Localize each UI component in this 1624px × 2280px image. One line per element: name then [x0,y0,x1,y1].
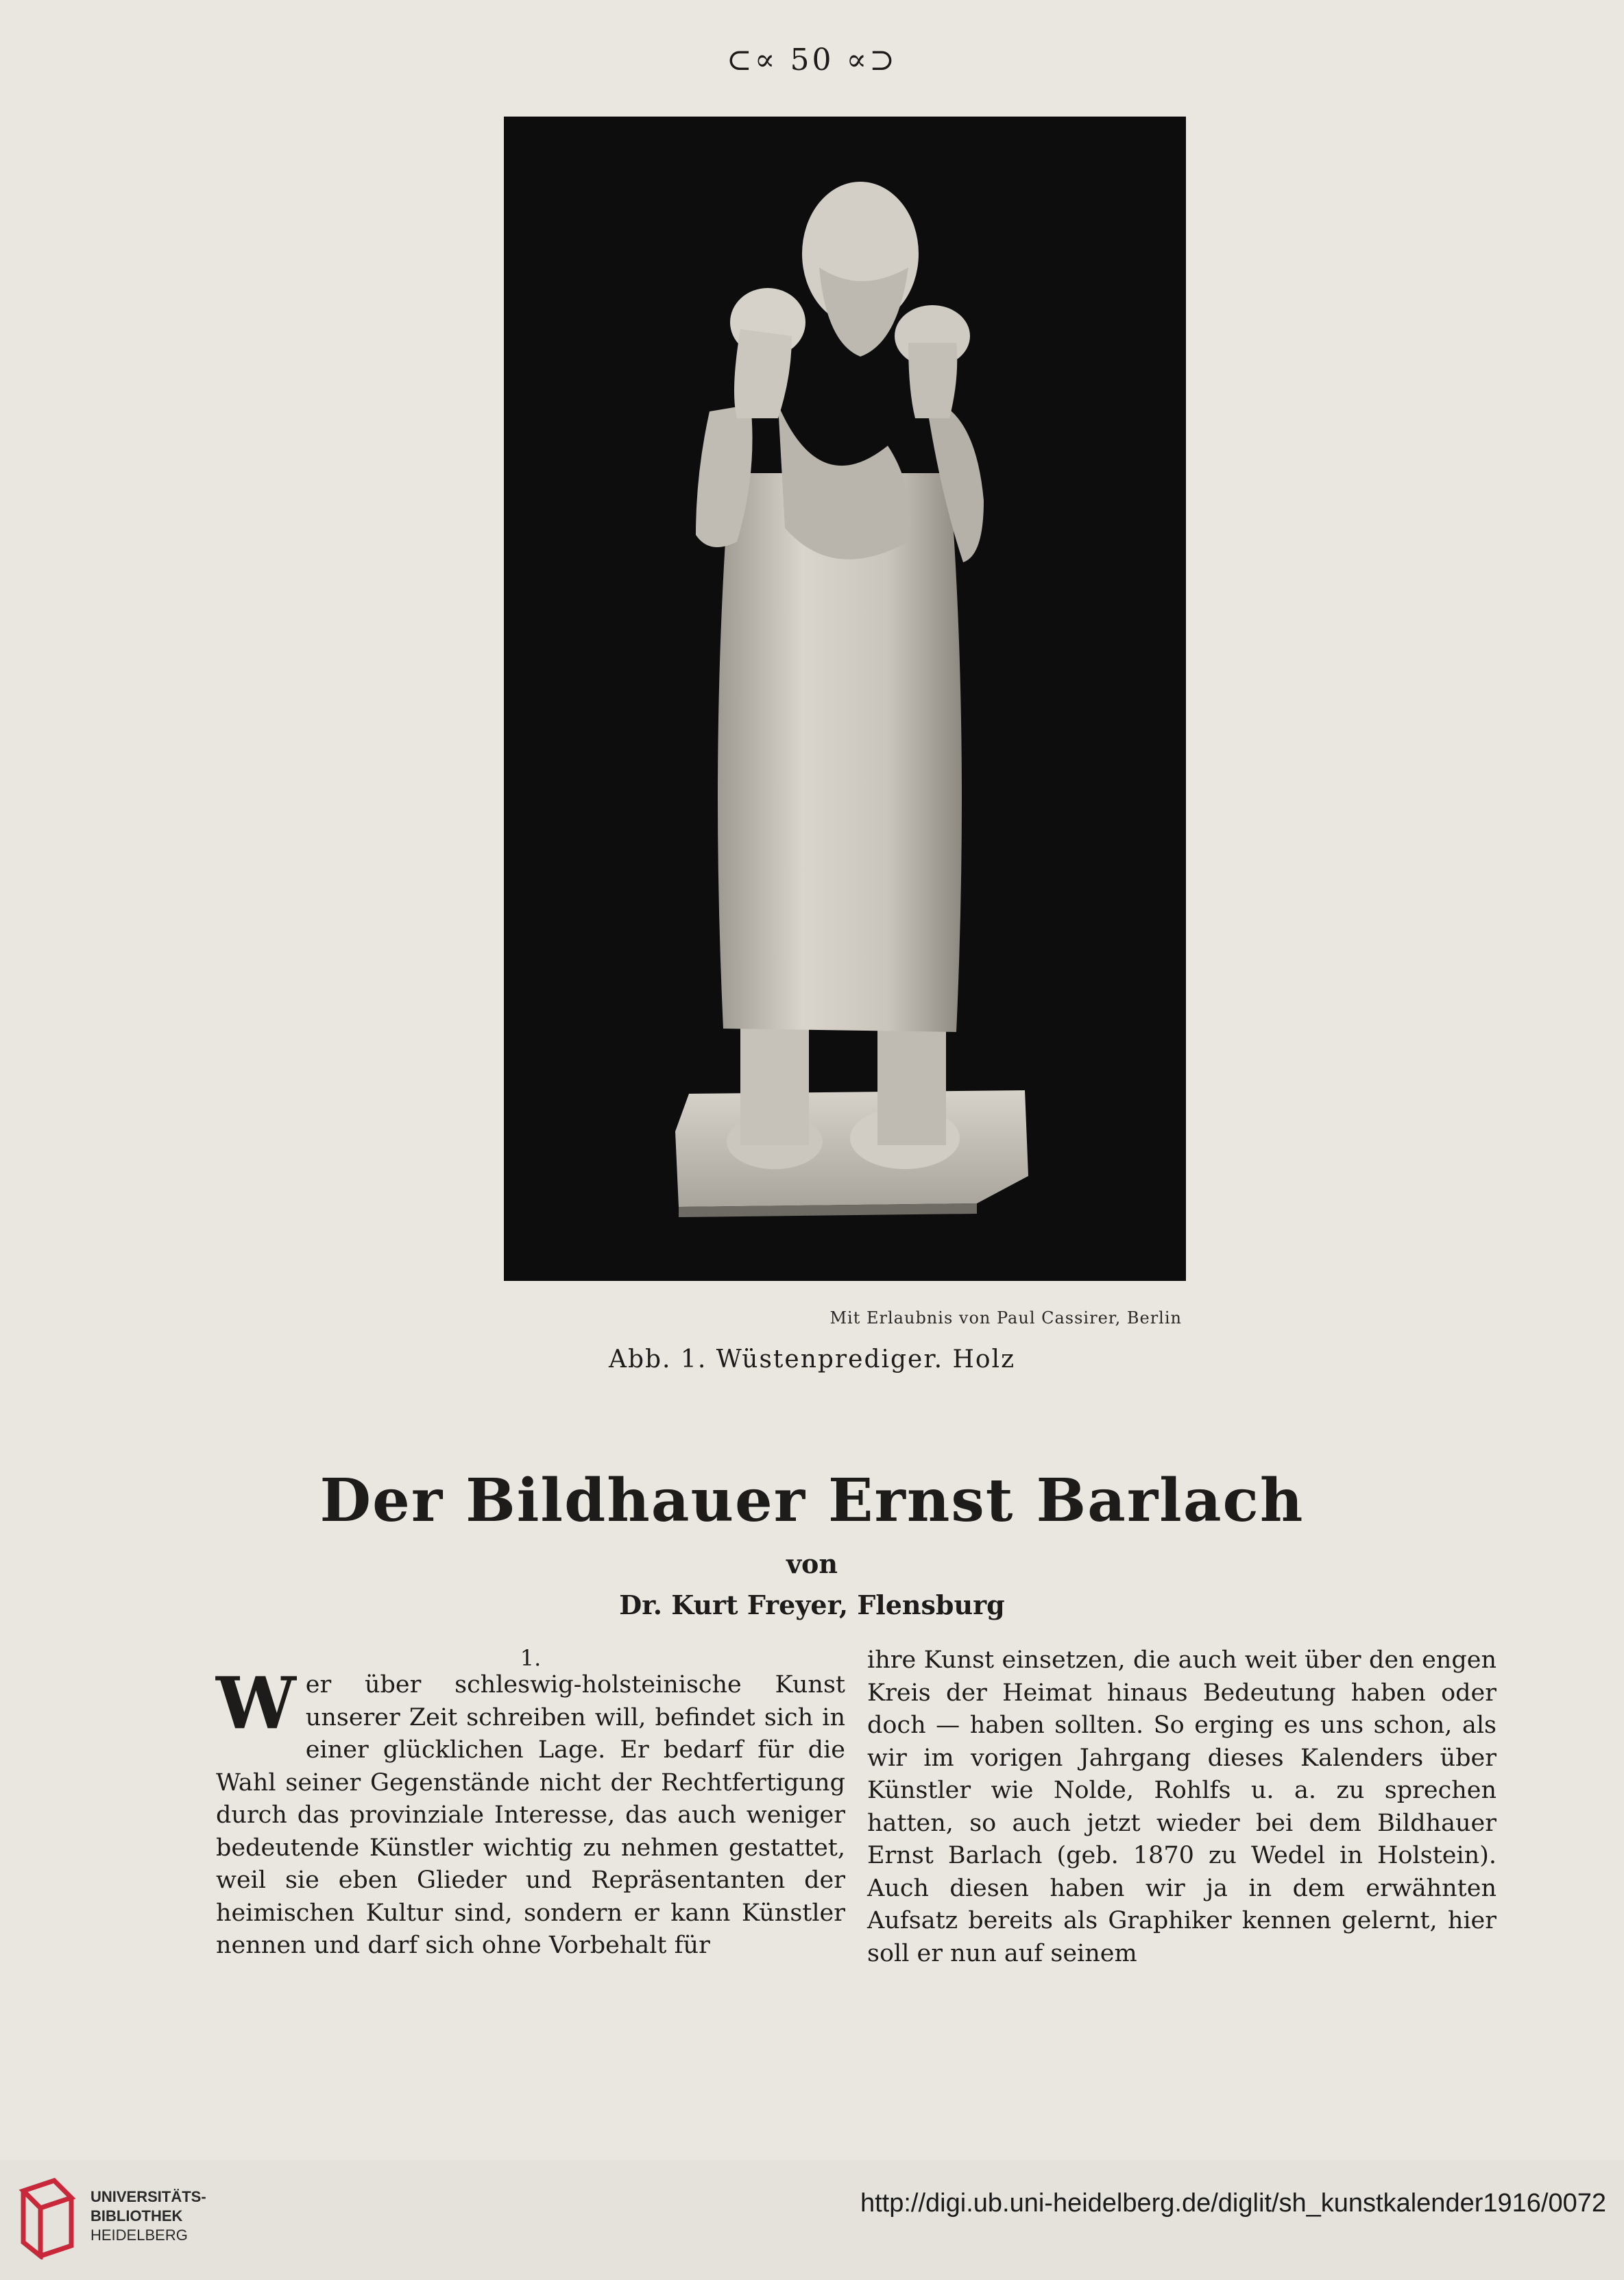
text-column-right [867,1644,1496,1970]
paragraph-left: er über schleswig-holsteinische Kunst unserer Zeit schreiben will, befindet sich in einer glücklichen Lage. Er bedarf für die Wahl seiner Gegenstände nicht der Rechtfertigung durch das provinziale Interesse, das auch weniger bedeutende Künstler wichtig zu nehmen gestattet, weil sie eben Glieder und Repräsentanten der heimischen Kultur sind, sondern er kann Künstler nennen und darf sich ohne Vorbehalt für [216,1671,845,1959]
ornament-right-icon: ∝⊃ [846,43,898,77]
figure-caption: Abb. 1. Wüstenprediger. Holz [608,1345,1016,1373]
sculpture-photo [504,117,1186,1281]
text-column-left [216,1645,845,1963]
library-logo-icon [16,2177,78,2259]
footer-bar [0,2160,1624,2280]
library-name: UNIVERSITÄTS- BIBLIOTHEK HEIDELBERG [90,2188,206,2244]
source-url[interactable]: http://digi.ub.uni-heidelberg.de/diglit/sh_kunstkalender1916/0072 [860,2189,1606,2218]
byline-von: von [786,1548,838,1579]
paragraph-right: ihre Kunst einsetzen, die auch weit über den engen Kreis der Heimat hinaus Bedeutung haben oder doch — haben sollten. So erging es uns schon, als wir im vorigen Jahrgang dieses Kalenders über Künstler wie Nolde, Rohlfs u. a. zu sprechen hatten, so auch jetzt wieder bei dem Bildhauer Ernst Barlach (geb. 1870 zu Wedel in Holstein). Auch diesen haben wir ja in dem erwähnten Aufsatz bereits als Graphiker kennen gelernt, hier soll er nun auf seinem [867,1646,1496,1967]
article-title: Der Bildhauer Ernst Barlach [319,1466,1305,1535]
sculpture-image [504,117,1186,1281]
ornament-left-icon: ⊂∝ [726,43,778,77]
drop-cap: W [216,1661,296,1745]
page-number: ⊂∝ 50 ∝⊃ [726,43,898,77]
photo-credit: Mit Erlaubnis von Paul Cassirer, Berlin [829,1308,1182,1328]
byline-author: Dr. Kurt Freyer, Flensburg [619,1589,1005,1620]
section-number: 1. [520,1645,542,1671]
